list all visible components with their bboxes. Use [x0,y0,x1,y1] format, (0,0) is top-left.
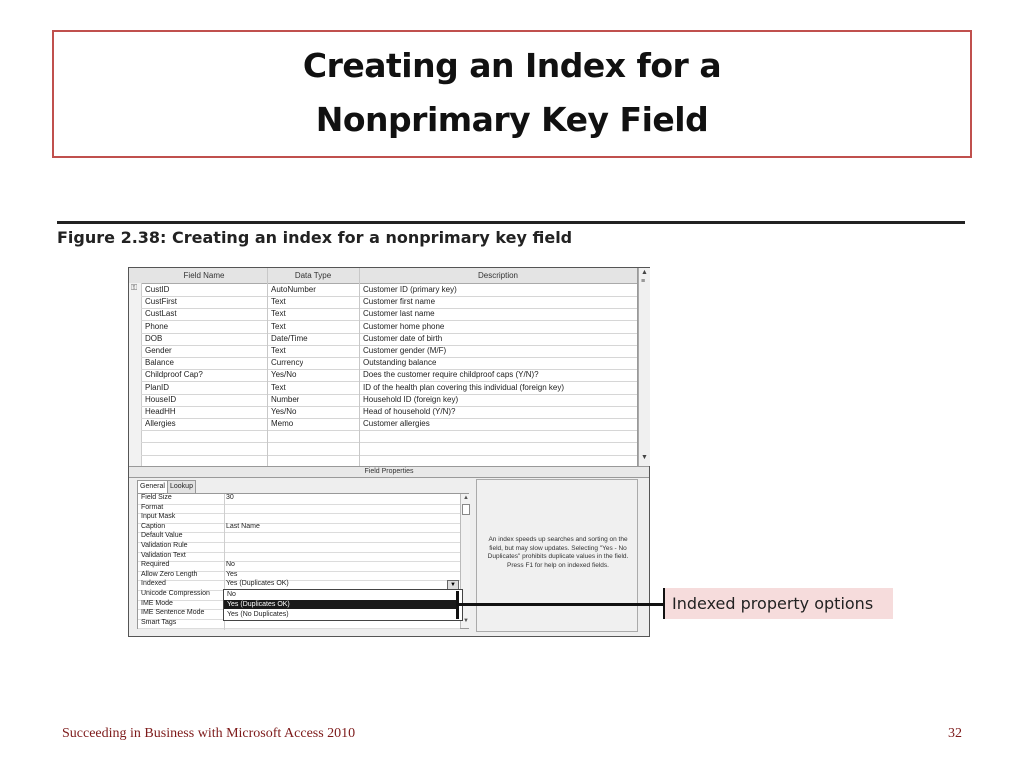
table-row[interactable] [141,284,637,297]
table-row[interactable] [141,443,637,456]
figure-rule [57,221,965,224]
table-row[interactable] [141,430,637,443]
property-name: IME Sentence Mode [141,609,205,617]
data-type-cell[interactable]: Number [271,394,300,404]
table-row[interactable] [141,333,637,346]
data-type-cell[interactable]: Memo [271,419,294,429]
tab-general[interactable]: General [137,480,168,493]
description-cell[interactable]: Does the customer require childproof caps (Y/N)? [363,370,539,380]
field-name-cell[interactable]: DOB [145,333,163,343]
data-type-cell[interactable]: Text [271,309,286,319]
table-row[interactable] [141,394,637,407]
callout-label: Indexed property options [665,588,893,619]
slide-title-line-1: Creating an Index for a [302,46,722,85]
data-type-cell[interactable]: Currency [271,358,304,368]
property-name: Unicode Compression [141,590,210,597]
field-name-cell[interactable]: CustFirst [145,297,177,307]
field-name-cell[interactable]: Phone [145,321,169,331]
property-name: Smart Tags [141,618,177,626]
data-type-cell[interactable]: Text [271,297,286,307]
property-name: Default Value [141,532,183,540]
scroll-down-icon[interactable]: ▼ [463,618,469,624]
data-type-cell[interactable]: Date/Time [271,333,308,343]
column-divider [359,268,360,466]
property-value[interactable]: No [226,561,235,569]
table-row[interactable] [141,369,637,382]
property-name: Required [141,561,170,569]
property-name: Indexed [141,580,166,588]
description-cell[interactable]: Customer gender (M/F) [363,346,447,355]
data-type-cell[interactable]: Text [271,346,286,355]
field-name-cell[interactable]: HouseID [145,394,177,404]
slide-title-line-2: Nonprimary Key Field [315,100,709,139]
field-name-cell[interactable]: CustLast [145,309,177,319]
field-name-cell[interactable]: HeadHH [145,407,176,416]
primary-key-icon: ⚿ [131,283,138,292]
data-type-cell[interactable]: Yes/No [271,407,297,416]
field-name-cell[interactable]: CustID [145,285,170,294]
scroll-thumb[interactable] [462,504,470,515]
data-type-cell[interactable]: Text [271,382,286,392]
column-header-field-name[interactable]: Field Name [183,271,225,280]
property-name: Validation Rule [141,542,188,549]
tab-lookup[interactable]: Lookup [167,480,196,493]
column-header-data-type[interactable]: Data Type [294,271,332,280]
property-name: Caption [141,522,166,530]
title-box [52,30,972,158]
property-value[interactable]: Last Name [226,522,260,530]
scroll-up-icon[interactable]: ▲ [641,269,648,276]
grid-header [129,268,637,284]
design-grid [129,268,638,466]
property-value[interactable]: Yes (Duplicates OK) [226,580,289,588]
table-row[interactable] [141,382,637,395]
property-value[interactable]: Yes [226,570,238,578]
description-cell[interactable]: Customer first name [363,297,436,307]
field-name-cell[interactable]: Childproof Cap? [145,370,203,380]
data-type-cell[interactable]: Yes/No [271,370,297,380]
description-cell[interactable]: Customer date of birth [363,333,443,343]
table-row[interactable] [141,406,637,419]
data-type-cell[interactable]: Text [271,321,286,331]
table-row[interactable] [141,321,637,334]
description-cell[interactable]: Customer home phone [363,321,445,331]
field-name-cell[interactable]: Allergies [145,419,176,429]
property-help-text: An index speeds up searches and sorting on the field, but may slow updates. Selecting "Yes - No Duplicates" prohibits duplicate values in the field. Press F1 for help on indexed fields. [487,536,629,569]
indexed-dropdown-arrow-icon[interactable]: ▼ [447,580,459,591]
dropdown-option-duplicates-ok[interactable]: Yes (Duplicates OK) [224,600,457,609]
scroll-up-icon[interactable]: ▲ [463,495,469,501]
table-row[interactable] [141,357,637,370]
property-name: Allow Zero Length [141,570,198,578]
scroll-thumb[interactable]: ≡ [641,278,646,285]
property-name: Validation Text [141,551,186,559]
figure-caption: Figure 2.38: Creating an index for a nonprimary key field [57,228,573,247]
property-name: Input Mask [141,513,176,521]
field-properties-band: Field Properties [129,466,649,478]
table-row[interactable] [141,345,637,358]
description-cell[interactable]: ID of the health plan covering this individual (foreign key) [363,382,564,392]
dropdown-option-no[interactable]: No [227,591,236,598]
field-name-cell[interactable]: Balance [145,358,174,368]
field-name-cell[interactable]: Gender [145,346,172,355]
access-table-design-screenshot [128,267,650,637]
property-help-pane [476,479,638,632]
description-cell[interactable]: Household ID (foreign key) [363,394,459,404]
page-number: 32 [948,726,962,741]
property-name: IME Mode [141,599,173,607]
indexed-options-dropdown[interactable] [223,589,463,621]
property-name: Format [141,503,164,511]
table-row[interactable] [141,296,637,309]
scroll-down-icon[interactable]: ▼ [641,454,648,461]
property-name: Field Size [141,494,172,501]
dropdown-option-no-duplicates[interactable]: Yes (No Duplicates) [227,611,289,618]
description-cell[interactable]: Customer allergies [363,419,430,429]
description-cell[interactable]: Customer ID (primary key) [363,285,457,294]
description-cell[interactable]: Head of household (Y/N)? [363,407,456,416]
table-row[interactable] [141,308,637,321]
footer-text: Succeeding in Business with Microsoft Access 2010 [62,726,356,741]
callout-connector [459,603,665,606]
description-cell[interactable]: Customer last name [363,309,435,319]
column-divider [267,268,268,466]
field-name-cell[interactable]: PlanID [145,382,170,392]
grid-scrollbar[interactable] [638,268,650,466]
data-type-cell[interactable]: AutoNumber [271,285,316,294]
table-row[interactable] [141,418,637,431]
description-cell[interactable]: Outstanding balance [363,358,437,368]
property-value[interactable]: 30 [226,494,234,501]
column-header-description[interactable]: Description [477,271,518,280]
